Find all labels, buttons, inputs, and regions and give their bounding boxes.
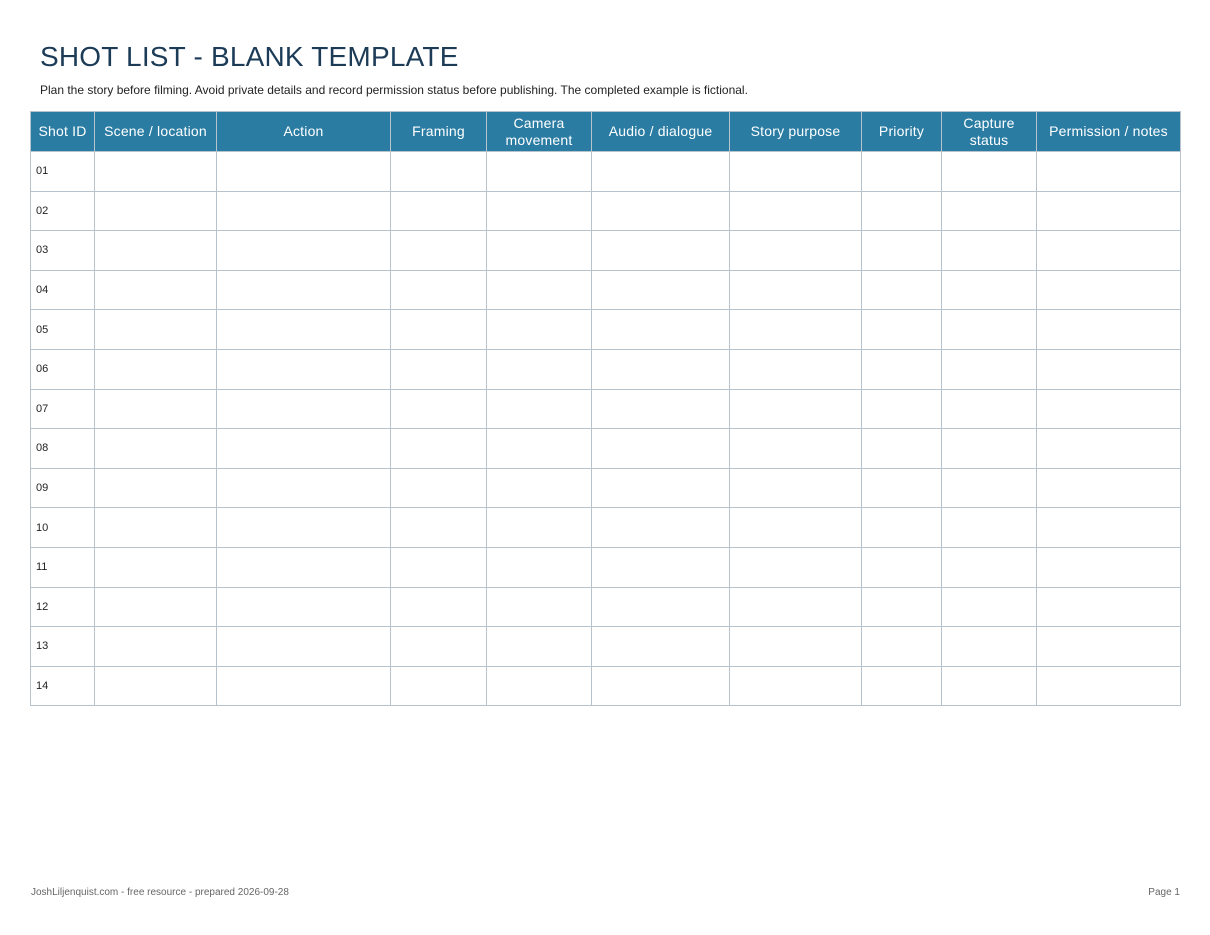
empty-cell [942,468,1037,508]
empty-cell [391,666,487,706]
table-row [31,508,1181,548]
empty-cell [942,587,1037,627]
empty-cell [391,627,487,667]
empty-cell [592,627,730,667]
empty-cell [487,231,592,271]
column-header: Shot ID [31,112,95,152]
empty-cell [942,349,1037,389]
empty-cell [391,547,487,587]
shot-id-cell: 04 [31,270,95,310]
empty-cell [592,389,730,429]
empty-cell [862,270,942,310]
table-row [31,231,1181,271]
empty-cell [487,547,592,587]
empty-cell [217,666,391,706]
empty-cell [95,587,217,627]
empty-cell [592,666,730,706]
empty-cell [862,191,942,231]
empty-cell [592,587,730,627]
shot-id-cell: 12 [31,587,95,627]
empty-cell [217,587,391,627]
shot-id-cell: 03 [31,231,95,271]
empty-cell [217,349,391,389]
empty-cell [1037,310,1181,350]
empty-cell [592,231,730,271]
empty-cell [592,310,730,350]
empty-cell [487,429,592,469]
empty-cell [487,152,592,192]
empty-cell [730,270,862,310]
empty-cell [730,310,862,350]
empty-cell [95,231,217,271]
empty-cell [862,389,942,429]
empty-cell [942,547,1037,587]
shot-id-cell: 05 [31,310,95,350]
empty-cell [95,389,217,429]
empty-cell [95,310,217,350]
empty-cell [592,468,730,508]
empty-cell [217,508,391,548]
empty-cell [95,191,217,231]
empty-cell [487,349,592,389]
empty-cell [1037,429,1181,469]
empty-cell [862,429,942,469]
empty-cell [391,270,487,310]
empty-cell [592,152,730,192]
column-header: Capture status [942,112,1037,152]
empty-cell [862,587,942,627]
empty-cell [391,508,487,548]
empty-cell [391,310,487,350]
empty-cell [862,547,942,587]
header-row [31,112,1181,152]
empty-cell [942,627,1037,667]
empty-cell [862,666,942,706]
table-row [31,270,1181,310]
shot-id-cell: 09 [31,468,95,508]
empty-cell [730,191,862,231]
table-row [31,547,1181,587]
page-title: SHOT LIST - BLANK TEMPLATE [40,41,459,72]
empty-cell [592,547,730,587]
empty-cell [95,627,217,667]
empty-cell [391,231,487,271]
empty-cell [217,152,391,192]
column-header: Permission / notes [1037,112,1181,152]
column-header: Scene / location [95,112,217,152]
empty-cell [592,349,730,389]
empty-cell [487,191,592,231]
shot-id-cell: 10 [31,508,95,548]
empty-cell [862,508,942,548]
empty-cell [95,270,217,310]
empty-cell [942,310,1037,350]
empty-cell [942,389,1037,429]
empty-cell [217,191,391,231]
empty-cell [730,152,862,192]
empty-cell [592,508,730,548]
empty-cell [730,389,862,429]
empty-cell [942,270,1037,310]
empty-cell [391,468,487,508]
empty-cell [942,508,1037,548]
empty-cell [592,191,730,231]
empty-cell [95,152,217,192]
shot-id-cell: 11 [31,547,95,587]
empty-cell [730,231,862,271]
empty-cell [730,587,862,627]
table-row [31,389,1181,429]
empty-cell [217,389,391,429]
empty-cell [95,349,217,389]
column-header: Story purpose [730,112,862,152]
empty-cell [95,508,217,548]
table-row [31,349,1181,389]
column-header: Action [217,112,391,152]
empty-cell [862,468,942,508]
empty-cell [862,627,942,667]
empty-cell [1037,666,1181,706]
table-row [31,429,1181,469]
table-row [31,666,1181,706]
empty-cell [487,468,592,508]
empty-cell [487,587,592,627]
table-row [31,152,1181,192]
column-header: Framing [391,112,487,152]
empty-cell [487,627,592,667]
empty-cell [487,270,592,310]
shot-id-cell: 13 [31,627,95,667]
footer-source: JoshLiljenquist.com - free resource - prepared 2026-09-28 [31,887,289,898]
shot-id-cell: 07 [31,389,95,429]
table-row [31,310,1181,350]
empty-cell [217,231,391,271]
empty-cell [592,270,730,310]
empty-cell [730,349,862,389]
shot-id-cell: 02 [31,191,95,231]
empty-cell [1037,508,1181,548]
empty-cell [942,429,1037,469]
empty-cell [217,270,391,310]
empty-cell [391,429,487,469]
empty-cell [942,152,1037,192]
empty-cell [95,547,217,587]
empty-cell [862,310,942,350]
table-row [31,468,1181,508]
column-header: Camera movement [487,112,592,152]
empty-cell [592,429,730,469]
empty-cell [217,310,391,350]
shot-id-cell: 06 [31,349,95,389]
table-row [31,191,1181,231]
empty-cell [95,468,217,508]
empty-cell [730,468,862,508]
empty-cell [1037,468,1181,508]
empty-cell [942,666,1037,706]
empty-cell [1037,389,1181,429]
empty-cell [391,587,487,627]
empty-cell [487,666,592,706]
empty-cell [730,627,862,667]
empty-cell [487,508,592,548]
shot-id-cell: 08 [31,429,95,469]
empty-cell [1037,547,1181,587]
empty-cell [730,547,862,587]
footer-page-number: Page 1 [1148,887,1180,898]
empty-cell [1037,587,1181,627]
empty-cell [1037,152,1181,192]
empty-cell [95,666,217,706]
table-body [31,152,1181,706]
column-header: Audio / dialogue [592,112,730,152]
empty-cell [217,468,391,508]
empty-cell [862,231,942,271]
table-row [31,627,1181,667]
empty-cell [942,231,1037,271]
empty-cell [1037,191,1181,231]
empty-cell [730,429,862,469]
empty-cell [391,389,487,429]
shot-id-cell: 01 [31,152,95,192]
shot-id-cell: 14 [31,666,95,706]
empty-cell [862,349,942,389]
empty-cell [95,429,217,469]
empty-cell [487,310,592,350]
empty-cell [1037,349,1181,389]
column-header: Priority [862,112,942,152]
empty-cell [217,429,391,469]
empty-cell [730,508,862,548]
table-header [31,112,1181,152]
empty-cell [391,152,487,192]
empty-cell [217,627,391,667]
empty-cell [1037,270,1181,310]
empty-cell [391,349,487,389]
empty-cell [942,191,1037,231]
empty-cell [217,547,391,587]
empty-cell [1037,627,1181,667]
empty-cell [862,152,942,192]
shot-list-table [30,111,1181,706]
table-row [31,587,1181,627]
empty-cell [1037,231,1181,271]
page-subtitle: Plan the story before filming. Avoid private details and record permission status before publishing. The completed example is fictional. [40,83,748,97]
empty-cell [487,389,592,429]
empty-cell [391,191,487,231]
empty-cell [730,666,862,706]
